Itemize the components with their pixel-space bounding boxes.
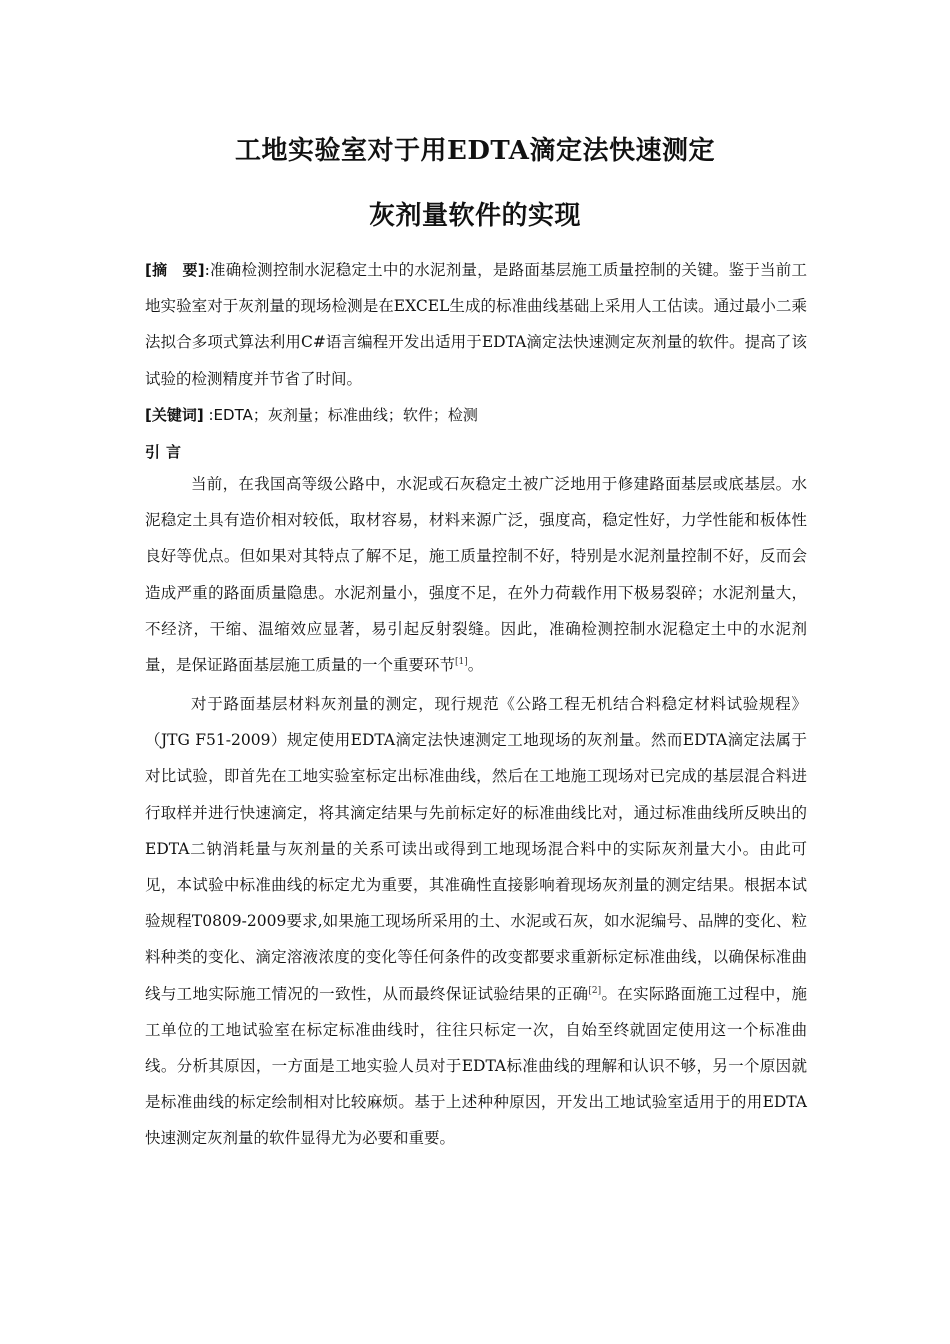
intro-heading: 引言	[145, 443, 188, 461]
paragraph-2	[145, 686, 807, 1157]
abstract	[145, 252, 807, 397]
citation-ref-1: [1]	[455, 657, 468, 668]
paragraph-1-end: 。	[467, 656, 484, 675]
keywords	[145, 397, 807, 433]
citation-ref-2: [2]	[588, 985, 602, 996]
title-line-2: 灰剂量软件的实现	[368, 201, 581, 231]
paragraph-2-end: 。在实际路面施工过程中，施工单位的工地试验室在标定标准曲线时，往往只标定一次，自始至终就固定使用这一个标准曲线。分析其原因，一方面是工地实验人员对于EDTA标准曲线的理解和认识不够，另一个原因就是标准曲线的标定绘制相对比较麻烦。基于上述种种原因，开发出工地试验室适用于的用EDTA快速测定灰剂量的软件显得尤为必要和重要。	[145, 984, 807, 1148]
keywords-label: [关键词]	[145, 406, 204, 424]
abstract-label: [摘 要]	[145, 261, 205, 279]
paragraph-2-text: 对于路面基层材料灰剂量的测定，现行规范《公路工程无机结合料稳定材料试验规程》（JTG F51-2009）规定使用EDTA滴定法快速测定工地现场的灰剂量。然而EDTA滴定法属于对比试验，即首先在工地实验室标定出标准曲线，然后在工地施工现场对已完成的基层混合料进行取样并进行快速滴定，将其滴定结果与先前标定好的标准曲线比对，通过标准曲线所反映出的EDTA二钠消耗量与灰剂量的关系可读出或得到工地现场混合料中的实际灰剂量大小。由此可见，本试验中标准曲线的标定尤为重要，其准确性直接影响着现场灰剂量的测定结果。根据本试验规程T0809-2009要求,如果施工现场所采用的土、水泥或石灰，如水泥编号、品牌的变化、粒料种类的变化、滴定溶液浓度的变化等任何条件的改变都要求重新标定标准曲线，以确保标准曲线与工地实际施工情况的一致性，从而最终保证试验结果的正确	[145, 695, 807, 1003]
section-heading	[145, 434, 807, 470]
abstract-text: :准确检测控制水泥稳定土中的水泥剂量，是路面基层施工质量控制的关键。鉴于当前工地实验室对于灰剂量的现场检测是在EXCEL生成的标准曲线基础上采用人工估读。通过最小二乘法拟合多项式算法利用C#语言编程开发出适用于EDTA滴定法快速测定灰剂量的软件。提高了该试验的检测精度并节省了时间。	[145, 261, 807, 388]
paragraph-1	[145, 466, 807, 683]
paragraph-1-text: 当前，在我国高等级公路中，水泥或石灰稳定土被广泛地用于修建路面基层或底基层。水泥稳定土具有造价相对较低，取材容易，材料来源广泛，强度高，稳定性好，力学性能和板体性良好等优点。但如果对其特点了解不足，施工质量控制不好，特别是水泥剂量控制不好，反而会造成严重的路面质量隐患。水泥剂量小，强度不足，在外力荷载作用下极易裂碎；水泥剂量大，不经济，干缩、温缩效应显著，易引起反射裂缝。因此，准确检测控制水泥稳定土中的水泥剂量，是保证路面基层施工质量的一个重要环节	[145, 475, 807, 675]
keywords-text: :EDTA；灰剂量；标准曲线；软件；检测	[203, 406, 478, 424]
title-line-1: 工地实验室对于用EDTA滴定法快速测定	[235, 136, 715, 166]
